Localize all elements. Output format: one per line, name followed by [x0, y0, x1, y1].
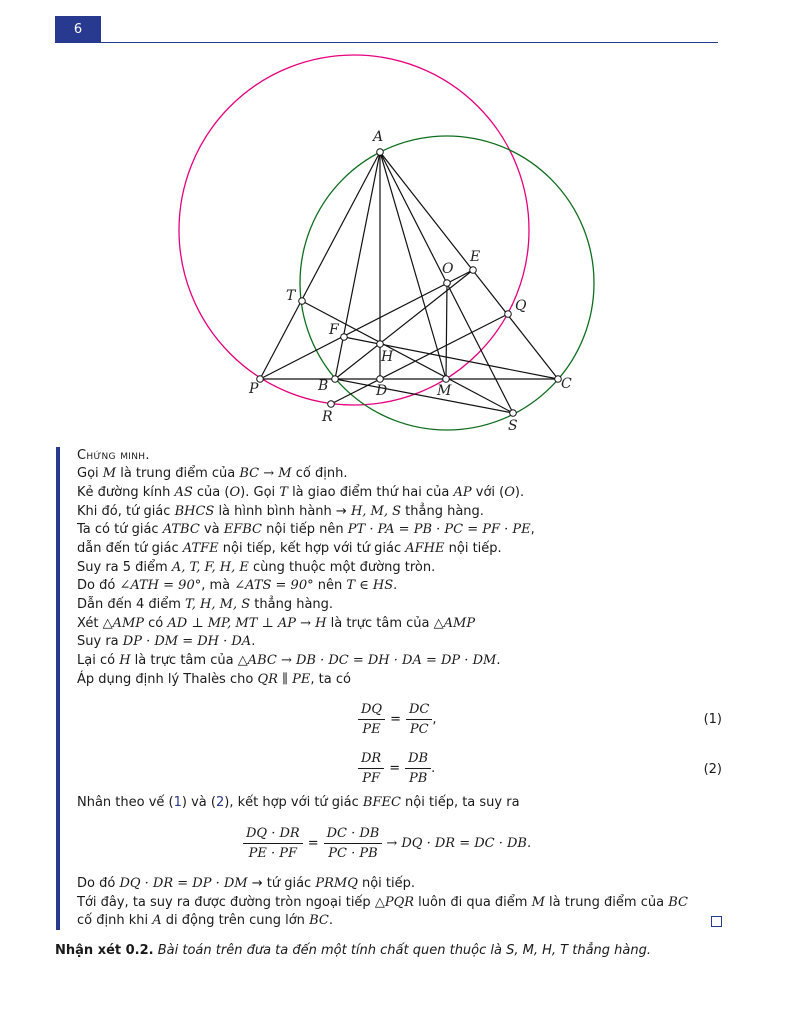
- point-r-marker: [328, 401, 335, 408]
- segment-ab: [335, 152, 380, 379]
- circle-through-a-t-f-h-e: [179, 55, 529, 405]
- remark-label: Nhận xét 0.2.: [55, 943, 154, 958]
- point-label-r: R: [322, 409, 333, 425]
- equation-1-tag: (1): [703, 712, 722, 727]
- proof-title: Chứng minh.: [77, 448, 150, 463]
- equation-3: $\frac{DQ \cdot DR}{PE \cdot PF}$ = $\frac{DC \cdot DB}{PC \cdot PB}$ → DQ · DR = DC · DB.: [243, 825, 531, 862]
- point-label-d: D: [376, 383, 388, 399]
- point-label-o: O: [442, 261, 454, 277]
- proof-line-11: Suy ra DP · DM = DH · DA.: [77, 634, 256, 649]
- point-m-marker: [443, 376, 450, 383]
- point-q-marker: [505, 311, 512, 318]
- point-label-e: E: [470, 249, 481, 265]
- equation-1: $\frac{DQ}{PE}$ = $\frac{DC}{PC}$ ,: [358, 701, 437, 738]
- page-number-badge: 6: [55, 16, 101, 42]
- construction-lines: [260, 152, 558, 413]
- point-a-marker: [377, 149, 384, 156]
- point-label-s: S: [508, 418, 518, 434]
- segment-om: [446, 283, 447, 379]
- equation-ref-2[interactable]: 2: [215, 795, 225, 810]
- proof-line-12: Lại có H là trực tâm của △ABC → DB · DC = DH · DA = DP · DM.: [77, 653, 501, 668]
- proof-line-14: Nhân theo vế (1) và (2), kết hợp với tứ giác BFEC nội tiếp, ta suy ra: [77, 795, 520, 810]
- proof-line-4: Khi đó, tứ giác BHCS là hình bình hành → H, M, S thẳng hàng.: [77, 504, 484, 519]
- point-f-marker: [341, 334, 348, 341]
- geometry-figure: [0, 0, 792, 440]
- point-b-marker: [332, 376, 339, 383]
- proof-line-6: dẫn đến tứ giác ATFE nội tiếp, kết hợp với tứ giác AFHE nội tiếp.: [77, 541, 502, 556]
- point-label-m: M: [437, 383, 452, 399]
- equation-2-tag: (2): [703, 762, 722, 777]
- point-label-t: T: [286, 288, 296, 304]
- remark-text: Bài toán trên đưa ta đến một tính chất quen thuộc là S, M, H, T thẳng hàng.: [157, 943, 651, 958]
- proof-line-7: Suy ra 5 điểm A, T, F, H, E cùng thuộc một đường tròn.: [77, 560, 436, 575]
- point-label-a: A: [373, 129, 384, 145]
- proof-line-10: Xét △AMP có AD ⊥ MP, MT ⊥ AP → H là trực tâm của △AMP: [77, 616, 476, 631]
- proof-line-17: cố định khi A di động trên cung lớn BC.: [77, 913, 333, 928]
- proof-line-8: Do đó ∠ATH = 90°, mà ∠ATS = 90° nên T ∈ HS.: [77, 578, 398, 593]
- point-label-p: P: [249, 381, 259, 397]
- equation-2: $\frac{DR}{PF}$ = $\frac{DB}{PB}$ .: [358, 750, 435, 787]
- segment-ap: [260, 152, 380, 379]
- qed-square-icon: [711, 916, 722, 927]
- proof-line-9: Dẫn đến 4 điểm T, H, M, S thẳng hàng.: [77, 597, 334, 612]
- segment-ac: [380, 152, 558, 379]
- equation-ref-1[interactable]: 1: [173, 795, 182, 810]
- point-label-f: F: [329, 322, 339, 338]
- segment-am: [380, 152, 446, 379]
- point-label-b: B: [318, 378, 329, 394]
- proof-line-2: Gọi M là trung điểm của BC → M cố định.: [77, 466, 348, 481]
- proof-line-3: Kẻ đường kính AS của (O). Gọi T là giao điểm thứ hai của AP với (O).: [77, 485, 525, 500]
- proof-line-16: Tới đây, ta suy ra được đường tròn ngoại tiếp △PQR luôn đi qua điểm M là trung điểm của BC: [77, 895, 688, 910]
- proof-block: [56, 447, 722, 930]
- point-h-marker: [377, 341, 384, 348]
- proof-line-13: Áp dụng định lý Thalès cho QR ∥ PE, ta có: [77, 672, 351, 687]
- point-d-marker: [377, 376, 384, 383]
- proof-line-15: Do đó DQ · DR = DP · DM → tứ giác PRMQ nội tiếp.: [77, 876, 416, 891]
- point-label-h: H: [381, 349, 394, 365]
- point-s-marker: [510, 410, 517, 417]
- point-o-marker: [444, 280, 451, 287]
- proof-line-5: Ta có tứ giác ATBC và EFBC nội tiếp nên PT · PA = PB · PC = PF · PE,: [77, 522, 535, 537]
- segment-be: [335, 270, 473, 379]
- point-label-q: Q: [515, 298, 527, 314]
- remark: [55, 942, 651, 960]
- segment-rq: [331, 314, 508, 404]
- point-t-marker: [299, 298, 306, 305]
- point-label-c: C: [561, 376, 572, 392]
- point-e-marker: [470, 267, 477, 274]
- segment-bs: [335, 379, 513, 413]
